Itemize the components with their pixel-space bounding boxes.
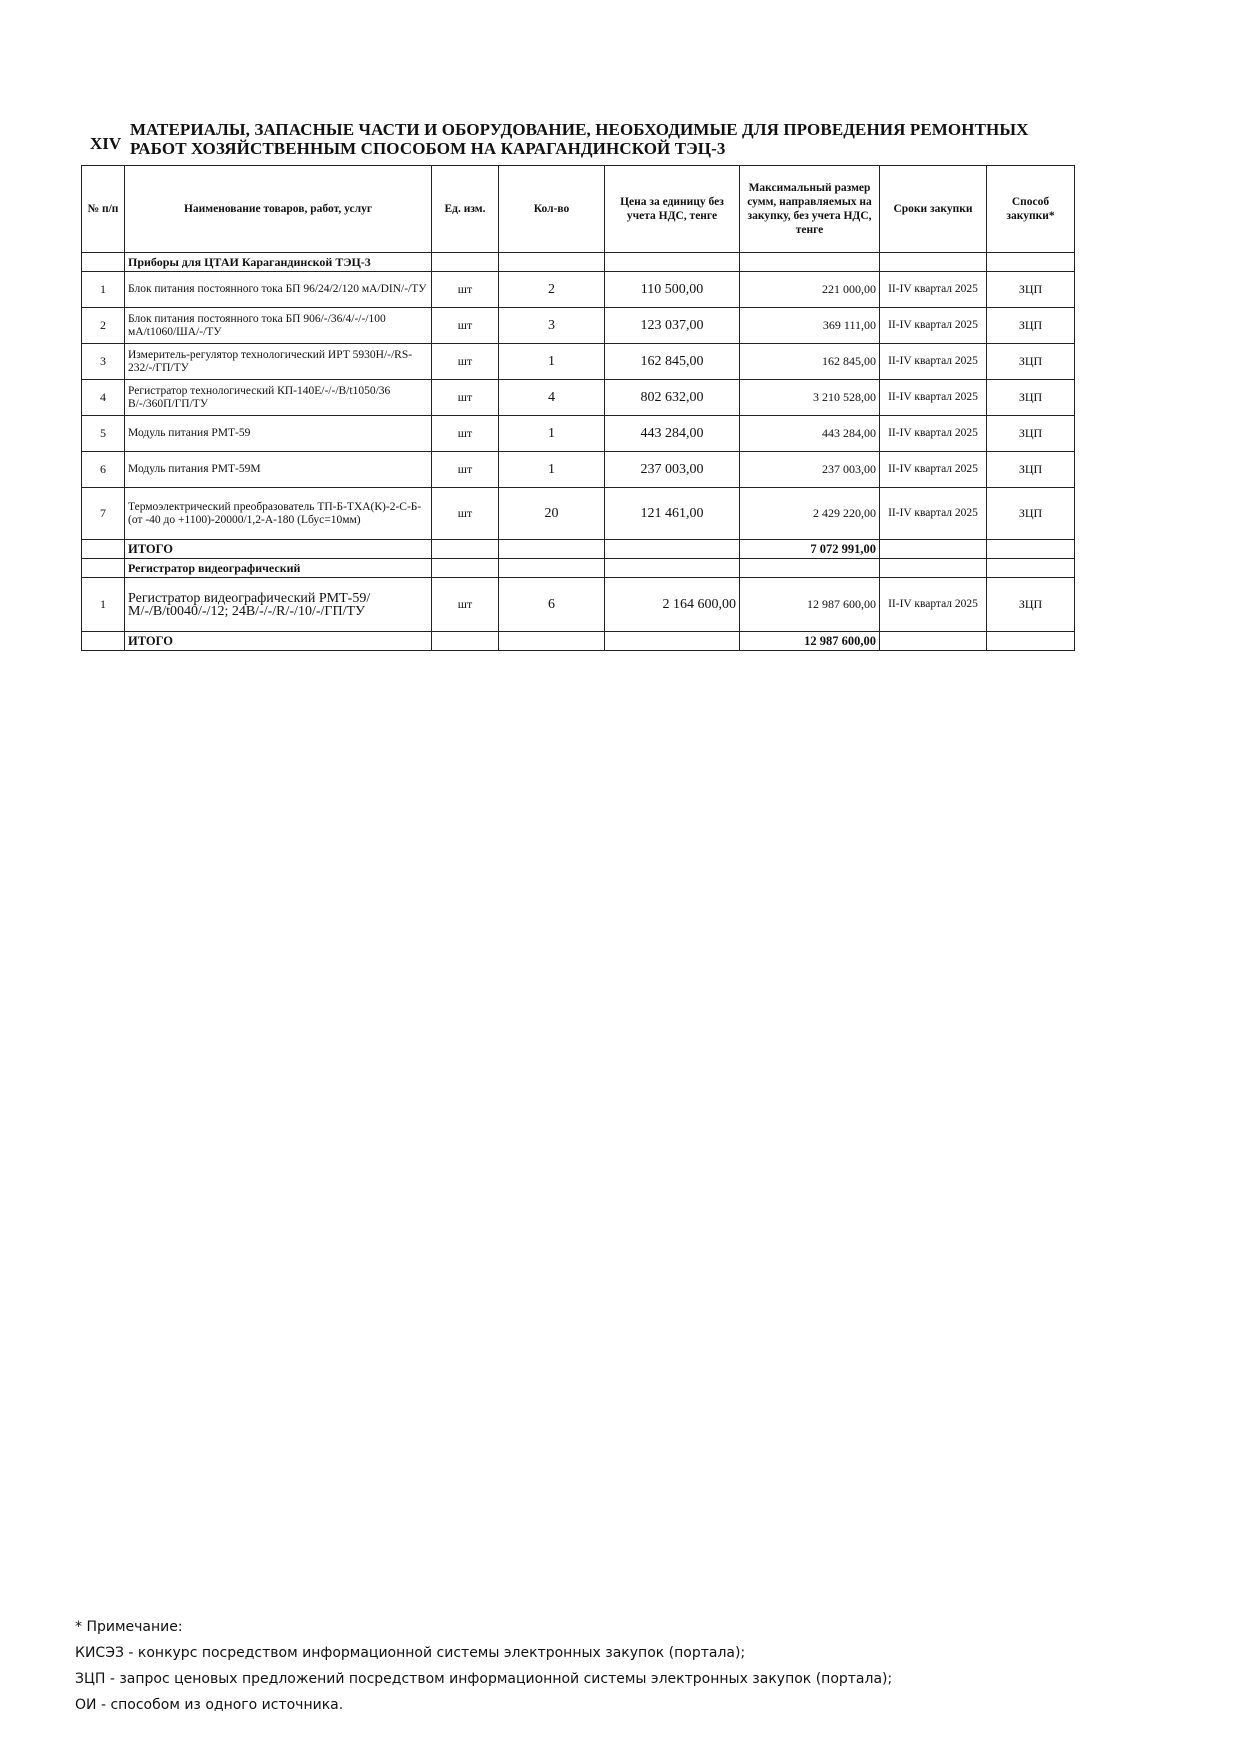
item-unit-price: 2 164 600,00 (605, 578, 740, 632)
row-number: 3 (82, 344, 125, 380)
item-quantity: 2 (499, 272, 605, 308)
item-procurement-term: II-IV квартал 2025 (880, 344, 987, 380)
header-method: Способ закупки* (987, 166, 1075, 253)
section-row (82, 253, 1075, 272)
item-procurement-method: ЗЦП (987, 308, 1075, 344)
section-row (82, 559, 1075, 578)
document-title (130, 120, 1029, 158)
header-name: Наименование товаров, работ, услуг (125, 166, 432, 253)
table-row (82, 272, 1075, 308)
item-name: Модуль питания РМТ-59М (125, 452, 432, 488)
empty-cell (499, 632, 605, 651)
empty-cell (82, 540, 125, 559)
table-row (82, 416, 1075, 452)
item-quantity: 3 (499, 308, 605, 344)
row-number: 5 (82, 416, 125, 452)
total-sum: 7 072 991,00 (740, 540, 880, 559)
row-number: 6 (82, 452, 125, 488)
item-max-sum: 369 111,00 (740, 308, 880, 344)
empty-cell (987, 540, 1075, 559)
item-max-sum: 2 429 220,00 (740, 488, 880, 540)
item-max-sum: 237 003,00 (740, 452, 880, 488)
empty-cell (432, 253, 499, 272)
item-procurement-method: ЗЦП (987, 578, 1075, 632)
empty-cell (605, 559, 740, 578)
item-unit-price: 443 284,00 (605, 416, 740, 452)
empty-cell (605, 253, 740, 272)
item-name: Измеритель-регулятор технологический ИРТ 5930Н/-/RS-232/-/ГП/ТУ (125, 344, 432, 380)
empty-cell (880, 540, 987, 559)
row-number: 1 (82, 272, 125, 308)
header-num: № п/п (82, 166, 125, 253)
item-procurement-term: II-IV квартал 2025 (880, 308, 987, 344)
item-procurement-method: ЗЦП (987, 344, 1075, 380)
table-row (82, 578, 1075, 632)
total-sum: 12 987 600,00 (740, 632, 880, 651)
item-procurement-method: ЗЦП (987, 452, 1075, 488)
item-procurement-term: II-IV квартал 2025 (880, 380, 987, 416)
item-name: Блок питания постоянного тока БП 96/24/2/120 мА/DIN/-/ТУ (125, 272, 432, 308)
item-quantity: 1 (499, 452, 605, 488)
empty-cell (605, 632, 740, 651)
table-row (82, 452, 1075, 488)
empty-cell (987, 632, 1075, 651)
item-max-sum: 443 284,00 (740, 416, 880, 452)
empty-cell (499, 540, 605, 559)
empty-cell (82, 559, 125, 578)
empty-cell (987, 253, 1075, 272)
item-name: Модуль питания РМТ-59 (125, 416, 432, 452)
item-procurement-method: ЗЦП (987, 272, 1075, 308)
table-row (82, 308, 1075, 344)
item-procurement-term: II-IV квартал 2025 (880, 452, 987, 488)
item-name: Регистратор видеографический РМТ-59/М/-/B/t0040/-/12; 24В/-/-/R/-/10/-/ГП/ТУ (125, 578, 432, 632)
header-row (82, 166, 1075, 253)
header-max-sum: Максимальный размер сумм, направляемых на закупку, без учета НДС, тенге (740, 166, 880, 253)
header-unit: Ед. изм. (432, 166, 499, 253)
item-max-sum: 221 000,00 (740, 272, 880, 308)
empty-cell (987, 559, 1075, 578)
section-number: XIV (90, 134, 122, 153)
empty-cell (880, 253, 987, 272)
section-title: Приборы для ЦТАИ Карагандинской ТЭЦ-3 (125, 253, 432, 272)
empty-cell (432, 559, 499, 578)
item-unit: шт (432, 578, 499, 632)
empty-cell (605, 540, 740, 559)
item-quantity: 1 (499, 344, 605, 380)
table-row (82, 380, 1075, 416)
total-label: ИТОГО (125, 540, 432, 559)
procurement-table (81, 165, 1075, 651)
item-unit-price: 123 037,00 (605, 308, 740, 344)
row-number: 7 (82, 488, 125, 540)
row-number: 1 (82, 578, 125, 632)
empty-cell (499, 253, 605, 272)
header-terms: Сроки закупки (880, 166, 987, 253)
item-unit: шт (432, 308, 499, 344)
item-procurement-method: ЗЦП (987, 488, 1075, 540)
item-procurement-term: II-IV квартал 2025 (880, 578, 987, 632)
item-unit-price: 802 632,00 (605, 380, 740, 416)
empty-cell (432, 632, 499, 651)
footnote-kisez: КИСЭЗ - конкурс посредством информационной системы электронных закупок (портала); (75, 1645, 746, 1661)
empty-cell (880, 559, 987, 578)
total-label: ИТОГО (125, 632, 432, 651)
item-unit: шт (432, 344, 499, 380)
title-line-2: РАБОТ ХОЗЯЙСТВЕННЫМ СПОСОБОМ НА КАРАГАНДИНСКОЙ ТЭЦ-3 (130, 139, 726, 158)
footnote-zcp: ЗЦП - запрос ценовых предложений посредством информационной системы электронных закупок (портала); (75, 1671, 893, 1687)
item-unit-price: 110 500,00 (605, 272, 740, 308)
item-procurement-method: ЗЦП (987, 380, 1075, 416)
item-max-sum: 3 210 528,00 (740, 380, 880, 416)
empty-cell (880, 632, 987, 651)
section-title: Регистратор видеографический (125, 559, 432, 578)
item-unit-price: 237 003,00 (605, 452, 740, 488)
table-row (82, 488, 1075, 540)
item-name: Блок питания постоянного тока БП 906/-/36/4/-/-/100 мА/t1060/ША/-/ТУ (125, 308, 432, 344)
item-procurement-term: II-IV квартал 2025 (880, 416, 987, 452)
item-unit: шт (432, 416, 499, 452)
empty-cell (740, 253, 880, 272)
empty-cell (499, 559, 605, 578)
item-procurement-term: II-IV квартал 2025 (880, 488, 987, 540)
item-unit: шт (432, 272, 499, 308)
item-name: Термоэлектрический преобразователь ТП-Б-ТХА(К)-2-С-Б-(от -40 до +1100)-20000/1,2-А-180 (Lбус=10мм) (125, 488, 432, 540)
item-unit-price: 121 461,00 (605, 488, 740, 540)
footnote-title: * Примечание: (75, 1619, 183, 1635)
empty-cell (82, 632, 125, 651)
total-row (82, 632, 1075, 651)
item-procurement-term: II-IV квартал 2025 (880, 272, 987, 308)
item-unit: шт (432, 488, 499, 540)
footnote-oi: ОИ - способом из одного источника. (75, 1697, 344, 1713)
row-number: 4 (82, 380, 125, 416)
empty-cell (740, 559, 880, 578)
table-row (82, 344, 1075, 380)
row-number: 2 (82, 308, 125, 344)
item-quantity: 20 (499, 488, 605, 540)
item-name: Регистратор технологический КП-140Е/-/-/B/t1050/36 В/-/360П/ГП/ТУ (125, 380, 432, 416)
header-price: Цена за единицу без учета НДС, тенге (605, 166, 740, 253)
item-quantity: 1 (499, 416, 605, 452)
item-procurement-method: ЗЦП (987, 416, 1075, 452)
total-row (82, 540, 1075, 559)
item-unit-price: 162 845,00 (605, 344, 740, 380)
item-max-sum: 162 845,00 (740, 344, 880, 380)
table-body (82, 253, 1075, 651)
item-unit: шт (432, 380, 499, 416)
item-max-sum: 12 987 600,00 (740, 578, 880, 632)
empty-cell (82, 253, 125, 272)
footnote (75, 1614, 892, 1718)
item-quantity: 4 (499, 380, 605, 416)
item-unit: шт (432, 452, 499, 488)
item-quantity: 6 (499, 578, 605, 632)
title-line-1: МАТЕРИАЛЫ, ЗАПАСНЫЕ ЧАСТИ И ОБОРУДОВАНИЕ, НЕОБХОДИМЫЕ ДЛЯ ПРОВЕДЕНИЯ РЕМОНТНЫХ (130, 120, 1029, 139)
empty-cell (432, 540, 499, 559)
header-qty: Кол-во (499, 166, 605, 253)
